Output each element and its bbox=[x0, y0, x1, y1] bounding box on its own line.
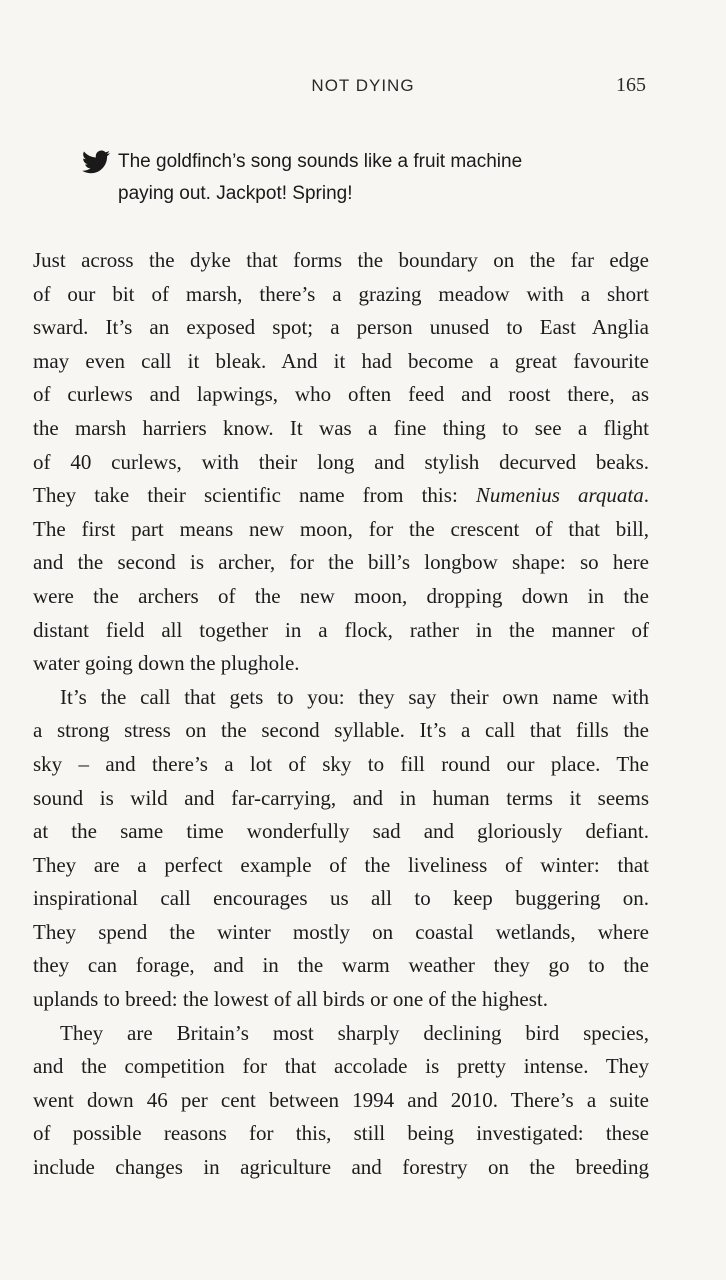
text-line-end: . bbox=[643, 483, 650, 508]
tweet-line: paying out. Jackpot! Spring! bbox=[118, 183, 353, 204]
paragraph-3 bbox=[33, 1017, 649, 1185]
tweet-line: The goldfinch’s song sounds like a fruit machine bbox=[118, 151, 523, 172]
text-line: distant field all together in a flock, rather in the manner of bbox=[33, 617, 649, 642]
text-line: the marsh harriers know. It was a fine thing to see a flight bbox=[33, 415, 649, 440]
text-line: They spend the winter mostly on coastal wetlands, where bbox=[33, 919, 649, 944]
body-text bbox=[33, 244, 649, 1185]
tweet-text bbox=[118, 146, 522, 210]
text-line: uplands to breed: the lowest of all birds or one of the highest. bbox=[33, 987, 548, 1012]
text-line: sward. It’s an exposed spot; a person unused to East Anglia bbox=[33, 315, 649, 340]
text-line: were the archers of the new moon, dropping down in the bbox=[33, 583, 649, 608]
text-line: and the second is archer, for the bill’s longbow shape: so here bbox=[33, 550, 649, 575]
text-line: of our bit of marsh, there’s a grazing meadow with a short bbox=[33, 281, 649, 306]
text-line: sound is wild and far-carrying, and in human terms it seems bbox=[33, 785, 649, 810]
text-line: may even call it bleak. And it had become a great favourite bbox=[33, 348, 649, 373]
chapter-title: NOT DYING bbox=[311, 76, 415, 95]
paragraph-2 bbox=[33, 681, 649, 1017]
text-line: and the competition for that accolade is pretty intense. They bbox=[33, 1054, 649, 1079]
text-line: water going down the plughole. bbox=[33, 651, 300, 676]
text-line: they can forage, and in the warm weather they go to the bbox=[33, 953, 649, 978]
text-line-start: They take their scientific name from this: bbox=[33, 483, 476, 508]
text-line: went down 46 per cent between 1994 and 2010. There’s a suite bbox=[33, 1087, 649, 1112]
scientific-name: Numenius arquata bbox=[475, 483, 644, 508]
paragraph-1 bbox=[33, 244, 649, 681]
tweet-quote bbox=[82, 146, 662, 210]
twitter-bird-icon bbox=[82, 150, 110, 174]
text-line: They are Britain’s most sharply declining bird species, bbox=[60, 1020, 649, 1045]
text-line bbox=[33, 479, 649, 513]
text-line: The first part means new moon, for the crescent of that bill, bbox=[33, 516, 649, 541]
page-number: 165 bbox=[616, 74, 646, 96]
running-head bbox=[0, 76, 726, 98]
text-line: of possible reasons for this, still being investigated: these bbox=[33, 1121, 649, 1146]
text-line: They are a perfect example of the liveliness of winter: that bbox=[33, 852, 649, 877]
text-line: include changes in agriculture and forestry on the breeding bbox=[33, 1155, 649, 1180]
text-line: sky – and there’s a lot of sky to fill round our place. The bbox=[33, 751, 649, 776]
text-line: of 40 curlews, with their long and stylish decurved beaks. bbox=[33, 449, 649, 474]
text-line: It’s the call that gets to you: they say their own name with bbox=[60, 684, 649, 709]
text-line: a strong stress on the second syllable. It’s a call that fills the bbox=[33, 718, 649, 743]
text-line: Just across the dyke that forms the boundary on the far edge bbox=[33, 248, 649, 272]
text-line: of curlews and lapwings, who often feed and roost there, as bbox=[33, 382, 649, 407]
text-line: inspirational call encourages us all to keep buggering on. bbox=[33, 886, 649, 911]
text-line: at the same time wonderfully sad and gloriously defiant. bbox=[33, 819, 649, 844]
